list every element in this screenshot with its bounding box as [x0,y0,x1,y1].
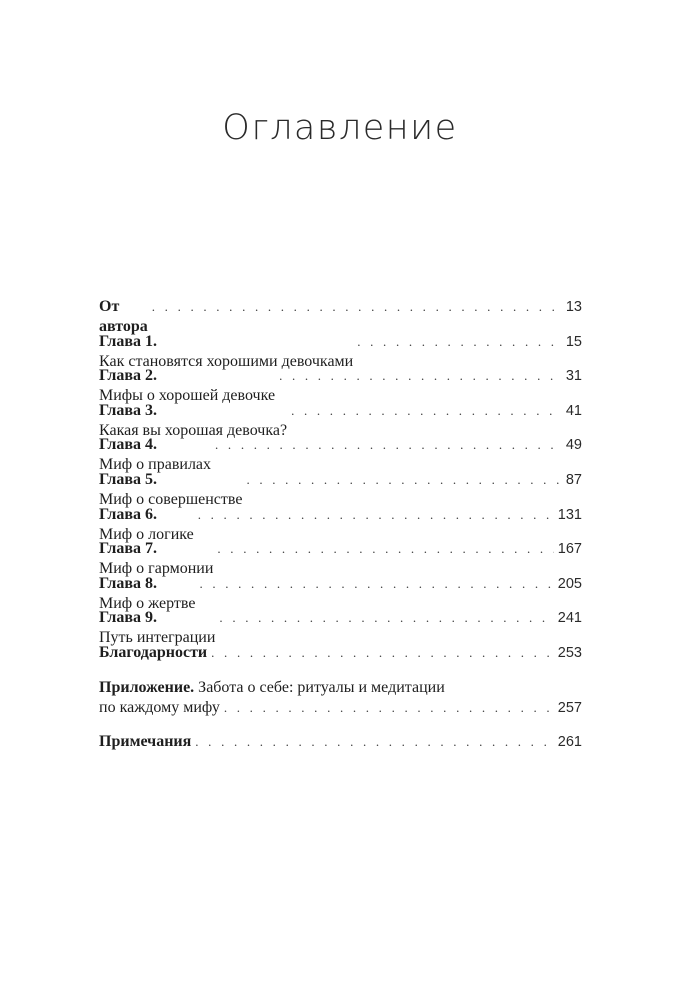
toc-chapter-title-continued: по каждому мифу [99,698,220,716]
toc-entry-heading: Приложение. [99,678,195,696]
toc-page-number: 261 [557,734,582,751]
toc-page-number: 49 [565,437,582,454]
toc-page-number: 131 [557,506,582,523]
toc-chapter-title: Миф о совершенстве [99,490,243,508]
toc-page-number: 257 [557,699,582,716]
toc-page-number: 31 [565,368,582,385]
toc-page-number: 253 [557,644,582,661]
toc-entry-heading: Примечания [99,733,192,751]
toc-entry-notes[interactable] [99,732,582,752]
dot-leader [357,332,562,352]
page-title: Оглавление [222,108,458,148]
toc-entry-heading: От автора [99,298,148,335]
toc-page-number: 167 [557,541,582,558]
toc-entry-acknowledgements[interactable] [99,643,582,663]
toc-chapter-number: Глава 4. [99,436,157,454]
toc-entry-chapter-4[interactable] [99,435,582,474]
toc-chapter-title: Путь интеграции [99,629,216,647]
toc-page-number: 15 [565,333,582,350]
toc-entry-chapter-7[interactable] [99,539,582,578]
toc-chapter-title: Миф о гармонии [99,560,214,578]
toc-chapter-title: Какая вы хорошая девочка? [99,421,288,439]
dot-leader [279,366,562,386]
toc-entry-appendix[interactable] [99,678,582,718]
toc-chapter-title: Забота о себе: ритуалы и медитации [198,678,445,696]
toc-entry-chapter-8[interactable] [99,574,582,612]
toc-chapter-title: Миф о логике [99,525,194,543]
dot-leader [215,435,562,455]
dot-leader [195,732,554,752]
toc-page-number: 241 [557,610,582,627]
dot-leader [291,401,562,421]
toc-chapter-number: Глава 6. [99,505,157,523]
toc-entry-heading: Благодарности [99,643,208,661]
toc-entry-chapter-9[interactable] [99,608,582,647]
toc-chapter-number: Глава 3. [99,401,157,419]
toc-chapter-number: Глава 8. [99,574,157,592]
toc-chapter-number: Глава 7. [99,540,157,558]
toc-chapter-title: Миф о жертве [99,594,196,612]
dot-leader [224,698,554,718]
toc-page-number: 41 [565,402,582,419]
dot-leader [199,574,553,594]
toc-page-number: 13 [565,299,582,315]
dot-leader [217,539,553,559]
toc-chapter-number: Глава 2. [99,367,157,385]
toc-entry-chapter-1[interactable] [99,332,582,370]
toc-entry-chapter-5[interactable] [99,470,582,508]
table-of-contents [99,297,582,767]
toc-chapter-number: Глава 1. [99,332,157,350]
toc-page-number: 205 [557,575,582,592]
toc-chapter-number: Глава 5. [99,470,157,488]
dot-leader [211,643,554,663]
toc-chapter-title: Миф о правилах [99,456,212,474]
dot-leader [152,297,562,317]
toc-chapter-number: Глава 9. [99,609,157,627]
dot-leader [198,505,554,525]
toc-page-number: 87 [565,471,582,488]
toc-entry-chapter-2[interactable] [99,366,582,405]
dot-leader [246,470,561,490]
toc-entry-chapter-6[interactable] [99,505,582,543]
toc-chapter-title: Мифы о хорошей девочке [99,387,276,405]
toc-entry-chapter-3[interactable] [99,401,582,439]
toc-entry-from-author[interactable] [99,297,582,335]
dot-leader [219,608,553,628]
toc-chapter-title: Как становятся хорошими девочками [99,352,354,370]
